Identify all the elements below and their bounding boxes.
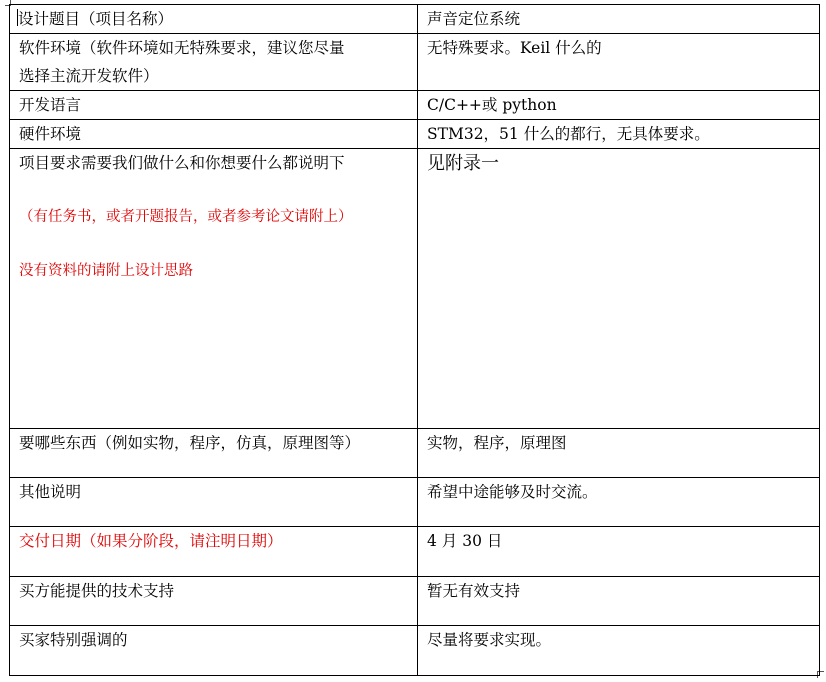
table-row — [10, 91, 820, 120]
value-tech-support: 暂无有效支持 — [427, 582, 521, 600]
value-cell[interactable] — [418, 626, 820, 676]
table-row — [10, 149, 820, 429]
label-software-env-line2: 选择主流开发软件） — [19, 67, 159, 85]
label-software-env-line1: 软件环境（软件环境如无特殊要求，建议您尽量 — [19, 39, 345, 57]
value-project-requirements: 见附录一 — [427, 153, 499, 174]
label-cell[interactable] — [10, 5, 418, 34]
table-row — [10, 34, 820, 91]
label-design-title: 设计题目（项目名称） — [18, 10, 174, 28]
label-buyer-emphasis: 买家特别强调的 — [19, 631, 128, 649]
value-cell[interactable] — [418, 577, 820, 626]
value-cell[interactable] — [418, 34, 820, 91]
label-cell[interactable] — [10, 91, 418, 120]
value-other-notes: 希望中途能够及时交流。 — [427, 483, 598, 501]
value-cell[interactable] — [418, 91, 820, 120]
label-cell[interactable] — [10, 626, 418, 676]
label-cell[interactable] — [10, 120, 418, 149]
note-design-ideas: 没有资料的请附上设计思路 — [19, 263, 193, 279]
label-delivery-date: 交付日期（如果分阶段，请注明日期） — [19, 532, 283, 550]
value-cell[interactable] — [418, 429, 820, 478]
value-hardware-env: STM32，51 什么的都行，无具体要求。 — [427, 125, 710, 143]
label-hardware-env: 硬件环境 — [19, 125, 82, 143]
label-cell[interactable] — [10, 429, 418, 478]
value-buyer-emphasis: 尽量将要求实现。 — [427, 631, 552, 649]
value-cell[interactable] — [418, 5, 820, 34]
label-cell[interactable] — [10, 149, 418, 429]
note-attachments: （有任务书，或者开题报告，或者参考论文请附上） — [19, 209, 353, 225]
table-row — [10, 120, 820, 149]
table-row — [10, 527, 820, 577]
label-deliverables: 要哪些东西（例如实物，程序，仿真，原理图等） — [19, 434, 361, 452]
requirements-table — [9, 4, 820, 676]
value-cell[interactable] — [418, 149, 820, 429]
value-cell[interactable] — [418, 478, 820, 527]
table-row — [10, 478, 820, 527]
label-tech-support: 买方能提供的技术支持 — [19, 582, 175, 600]
table-row — [10, 626, 820, 676]
label-project-requirements: 项目要求需要我们做什么和你想要什么都说明下 — [19, 154, 345, 172]
value-design-title: 声音定位系统 — [427, 10, 521, 28]
label-cell[interactable] — [10, 577, 418, 626]
value-language: C/C++或 python — [427, 96, 557, 114]
value-software-env: 无特殊要求。Keil 什么的 — [427, 39, 602, 57]
value-cell[interactable] — [418, 120, 820, 149]
table-row — [10, 577, 820, 626]
value-deliverables: 实物，程序，原理图 — [427, 434, 567, 452]
label-language: 开发语言 — [19, 96, 82, 114]
label-other-notes: 其他说明 — [19, 483, 82, 501]
label-cell[interactable] — [10, 34, 418, 91]
table-row — [10, 429, 820, 478]
label-cell[interactable] — [10, 478, 418, 527]
label-cell[interactable] — [10, 527, 418, 577]
value-cell[interactable] — [418, 527, 820, 577]
value-delivery-date: 4 月 30 日 — [427, 532, 503, 550]
table-row — [10, 5, 820, 34]
